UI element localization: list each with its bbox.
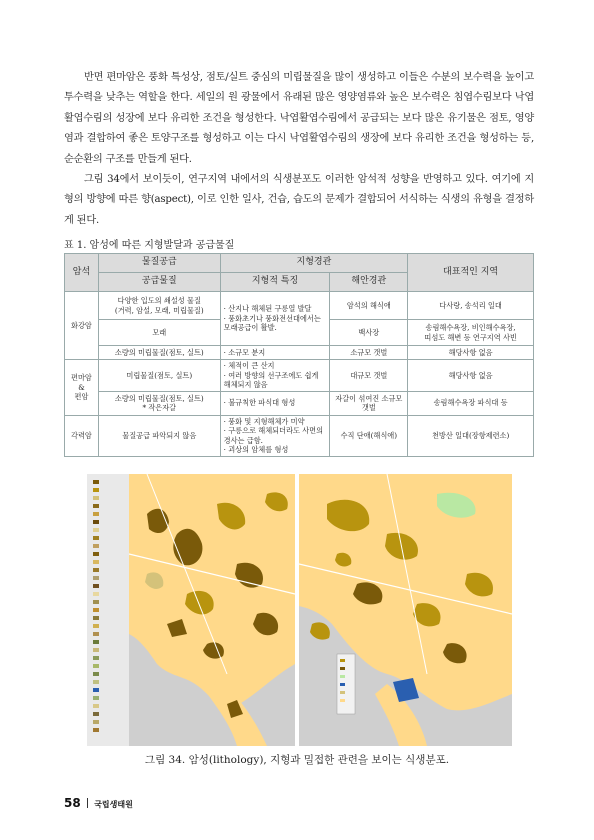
header-material-group: 물질공급	[98, 254, 220, 273]
cell-material: 소량의 미립물질(점토, 실트) * 작은자갈	[98, 391, 220, 415]
cell-landform	[220, 346, 330, 360]
header-region: 대표적인 지역	[408, 254, 534, 292]
body-paragraph-1: 반면 편마암은 풍화 특성상, 점토/실트 중심의 미립물질을 많이 생성하고 이들은 수분의 보수력을 높이고 투수력을 낮추는 역할을 한다. 세일의 원 광물에서 유래된 많은 영양염류와 높은 보수력은 침엽수림보다 낙엽활엽수림의 성장에 보다 유리한 조건을 형성한다. 낙엽활엽수림에서 공급되는 보다 많은 유기물은 점토, 영양염과 결합하여 좋은 토양구조를 형성하고 이는 다시 낙엽활엽수림의 생장에 보다 유리한 조건을 형성하는 등, 순순환의 구조를 만들게 된다.	[64, 72, 534, 165]
page-footer	[64, 792, 133, 811]
cell-material: 소량의 미립물질(점토, 실트)	[98, 346, 220, 360]
footer-divider	[87, 798, 89, 808]
cell-landform	[220, 391, 330, 415]
lithology-table	[64, 253, 534, 457]
header-landform-sub: 지형적 특징	[220, 273, 330, 292]
landform-item: · 산지나 해체된 구릉열 발달	[224, 304, 327, 314]
map-left-panel	[87, 474, 295, 746]
table-caption: 표 1. 암성에 따른 지형발달과 공급물질	[64, 240, 235, 251]
header-landscape-group: 지형경관	[220, 254, 408, 273]
cell-region: 송림해수욕장 파식대 등	[408, 391, 534, 415]
map-right-panel	[299, 474, 512, 746]
organization-name: 국립생태원	[94, 800, 133, 809]
header-coastal-sub: 해안경관	[330, 273, 408, 292]
legend-box	[337, 654, 355, 714]
rock-granite: 화강암	[65, 292, 99, 360]
landform-item: · 구릉으로 해체되더라도 사면의 경사는 급함.	[224, 426, 327, 445]
landform-item: · 괴상의 암체를 형성	[224, 445, 327, 455]
cell-region: 다사랑, 송석리 일대	[408, 292, 534, 320]
vegetation-map-figure	[87, 474, 512, 746]
cell-material: 물질공급 파악되지 않음	[98, 415, 220, 456]
cell-region: 해당사항 없음	[408, 346, 534, 360]
cell-region: 천방산 일대(장항제련소)	[408, 415, 534, 456]
page-number: 58	[64, 796, 81, 810]
cell-material: 미립물질(점토, 실트)	[98, 360, 220, 392]
rock-gneiss: 편마암 & 편암	[65, 360, 99, 416]
header-rock: 암석	[65, 254, 99, 292]
body-paragraph-2: 그림 34에서 보이듯이, 연구지역 내에서의 식생분포도 이러한 암석적 성향을 반영하고 있다. 여기에 지형의 방향에 따른 향(aspect), 이로 인한 일사, 건습, 습도의 문제가 결합되어 서식하는 식생의 유형을 결정하게 된다.	[64, 174, 534, 226]
cell-landform	[220, 415, 330, 456]
rock-breccia: 각력암	[65, 415, 99, 456]
landform-item: · 소규모 분지	[224, 348, 327, 358]
cell-coastal: 수직 단애(해식애)	[330, 415, 408, 456]
cell-coastal: 대규모 갯벌	[330, 360, 408, 392]
landform-item: · 체적이 큰 산지	[224, 361, 327, 371]
cell-material: 다양한 입도의 쇄설성 물질 (거력, 암설, 모래, 미립물질)	[98, 292, 220, 320]
landform-item: · 불규칙한 파식대 형성	[224, 398, 327, 408]
landform-item: · 풍화 및 지형해체가 미약	[224, 417, 327, 427]
cell-coastal: 백사장	[330, 320, 408, 346]
cell-coastal: 암석의 해식애	[330, 292, 408, 320]
cell-landform	[220, 292, 330, 346]
cell-region: 해당사항 없음	[408, 360, 534, 392]
figure-caption: 그림 34. 암성(lithology), 지형과 밀접한 관련을 보이는 식생분포.	[144, 754, 450, 766]
landform-item: · 여러 방향의 선구조에도 쉽게 해체되지 않음	[224, 371, 327, 390]
landform-item: · 풍화초기나 풍화전선대에서는 모래공급이 활발.	[224, 314, 327, 333]
cell-material: 모래	[98, 320, 220, 346]
cell-coastal: 자갈이 섞여진 소규모 갯벌	[330, 391, 408, 415]
cell-coastal: 소규모 갯벌	[330, 346, 408, 360]
cell-region: 송림해수욕장, 비인해수욕장, 띠섬도 해변 등 연구지역 사빈	[408, 320, 534, 346]
cell-landform	[220, 360, 330, 392]
header-material-sub: 공급물질	[98, 273, 220, 292]
